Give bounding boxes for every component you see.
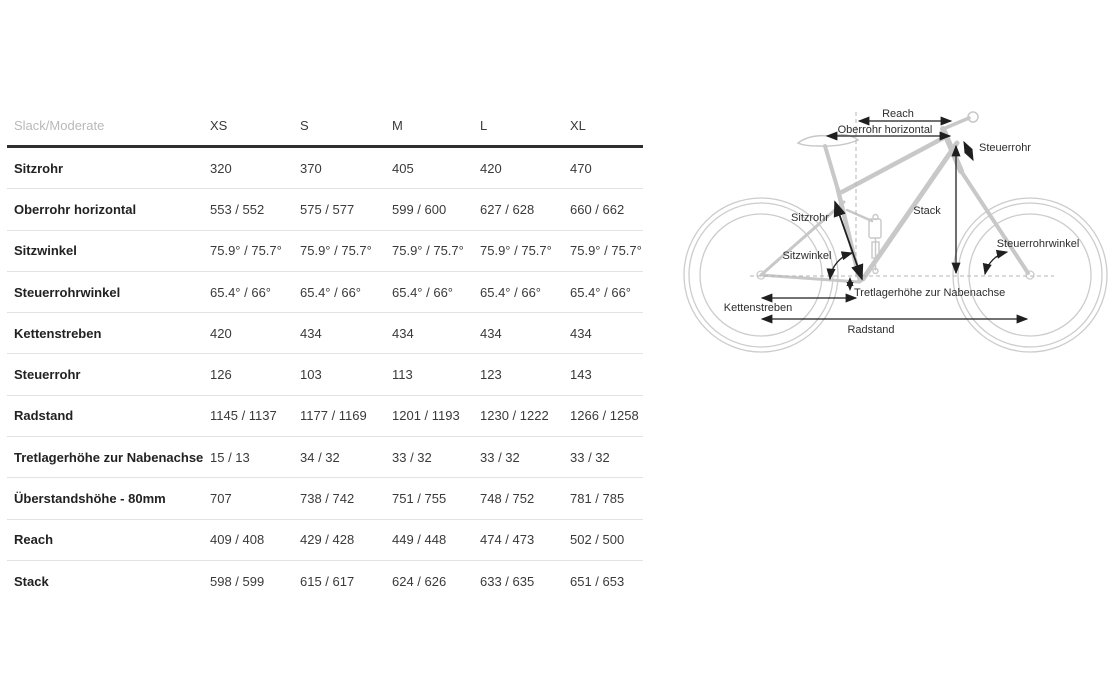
sitzrohr-label: Sitzrohr bbox=[791, 212, 829, 224]
front-wheel bbox=[953, 198, 1107, 352]
row-label: Steuerrohr bbox=[14, 367, 81, 383]
cell-value: 33 / 32 bbox=[570, 449, 610, 465]
cell-value: 1201 / 1193 bbox=[392, 408, 460, 424]
cell-value: 75.9° / 75.7° bbox=[210, 243, 282, 259]
cell-value: 370 bbox=[300, 160, 322, 176]
steuerrohr-arrow bbox=[964, 142, 973, 160]
cell-value: 65.4° / 66° bbox=[480, 284, 541, 300]
cell-value: 75.9° / 75.7° bbox=[570, 243, 642, 259]
tretlagerhoehe-label: Tretlagerhöhe zur Nabenachse bbox=[854, 287, 1006, 299]
cell-value: 502 / 500 bbox=[570, 532, 625, 548]
cell-value: 65.4° / 66° bbox=[210, 284, 271, 300]
table-row-kettenstreben bbox=[7, 313, 643, 354]
cell-value: 34 / 32 bbox=[300, 449, 340, 465]
cell-value: 320 bbox=[210, 160, 232, 176]
table-row-oberrohr-horizontal bbox=[7, 189, 643, 230]
rocker-link bbox=[847, 210, 872, 221]
table-row-sitzwinkel bbox=[7, 231, 643, 272]
cell-value: 409 / 408 bbox=[210, 532, 265, 548]
cell-value: 707 bbox=[210, 491, 232, 507]
row-label: Sitzwinkel bbox=[14, 243, 77, 259]
head-tube bbox=[943, 129, 961, 171]
cell-value: 738 / 742 bbox=[300, 491, 355, 507]
cell-value: 434 bbox=[480, 325, 502, 341]
cell-value: 1230 / 1222 bbox=[480, 408, 549, 424]
cell-value: 575 / 577 bbox=[300, 201, 355, 217]
cell-value: 660 / 662 bbox=[570, 201, 625, 217]
stem bbox=[943, 118, 969, 129]
reach-label: Reach bbox=[882, 108, 914, 120]
cell-value: 420 bbox=[210, 325, 232, 341]
cell-value: 553 / 552 bbox=[210, 201, 265, 217]
cell-value: 113 bbox=[392, 367, 413, 383]
column-header-xs: XS bbox=[210, 117, 228, 133]
table-row-tretlagerhoehe bbox=[7, 437, 643, 478]
cell-value: 599 / 600 bbox=[392, 201, 447, 217]
cell-value: 429 / 428 bbox=[300, 532, 355, 548]
cell-value: 624 / 626 bbox=[392, 573, 447, 589]
table-row-radstand bbox=[7, 396, 643, 437]
table-row-reach bbox=[7, 520, 643, 561]
steuerrohr-label: Steuerrohr bbox=[979, 142, 1031, 154]
cell-value: 1177 / 1169 bbox=[300, 408, 367, 424]
cell-value: 75.9° / 75.7° bbox=[300, 243, 372, 259]
cell-value: 1145 / 1137 bbox=[210, 408, 277, 424]
row-label: Steuerrohrwinkel bbox=[14, 284, 121, 300]
cell-value: 123 bbox=[480, 367, 502, 383]
table-variant-label: Slack/Moderate bbox=[14, 117, 105, 133]
cell-value: 33 / 32 bbox=[480, 449, 520, 465]
cell-value: 449 / 448 bbox=[392, 532, 447, 548]
table-row-steuerrohr bbox=[7, 354, 643, 395]
cell-value: 126 bbox=[210, 367, 232, 383]
cell-value: 633 / 635 bbox=[480, 573, 535, 589]
cell-value: 627 / 628 bbox=[480, 201, 535, 217]
steuerrohrwinkel-label: Steuerrohrwinkel bbox=[996, 238, 1080, 250]
radstand-label: Radstand bbox=[847, 324, 895, 336]
row-label: Reach bbox=[14, 532, 54, 548]
row-label: Tretlagerhöhe zur Nabenachse bbox=[14, 449, 204, 465]
table-row-stack bbox=[7, 561, 643, 601]
cell-value: 781 / 785 bbox=[570, 491, 625, 507]
stack-label: Stack bbox=[913, 205, 941, 217]
wheels bbox=[684, 198, 1107, 352]
cell-value: 474 / 473 bbox=[480, 532, 535, 548]
table-row-sitzrohr bbox=[7, 148, 643, 189]
steuerrohrwinkel-arc-arrow bbox=[985, 252, 1007, 274]
oberrohr-label: Oberrohr horizontal bbox=[837, 124, 933, 136]
cell-value: 1266 / 1258 bbox=[570, 408, 639, 424]
column-header-l: L bbox=[480, 117, 488, 133]
cell-value: 598 / 599 bbox=[210, 573, 265, 589]
cell-value: 65.4° / 66° bbox=[570, 284, 631, 300]
kettenstreben-label: Kettenstreben bbox=[723, 302, 793, 314]
cell-value: 405 bbox=[392, 160, 414, 176]
column-header-s: S bbox=[300, 117, 309, 133]
cell-value: 65.4° / 66° bbox=[300, 284, 361, 300]
cell-value: 434 bbox=[570, 325, 592, 341]
cell-value: 15 / 13 bbox=[210, 449, 250, 465]
cell-value: 434 bbox=[392, 325, 414, 341]
cell-value: 615 / 617 bbox=[300, 573, 355, 589]
row-label: Radstand bbox=[14, 408, 74, 424]
row-label: Kettenstreben bbox=[14, 325, 102, 341]
sitzwinkel-label: Sitzwinkel bbox=[782, 250, 832, 262]
cell-value: 33 / 32 bbox=[392, 449, 432, 465]
cell-value: 651 / 653 bbox=[570, 573, 625, 589]
cell-value: 75.9° / 75.7° bbox=[480, 243, 552, 259]
table-row-ueberstandshoehe bbox=[7, 478, 643, 519]
column-header-xl: XL bbox=[570, 117, 586, 133]
geometry-table bbox=[7, 105, 643, 601]
row-label: Oberrohr horizontal bbox=[14, 201, 137, 217]
row-label: Überstandshöhe - 80mm bbox=[14, 491, 166, 507]
seatpost bbox=[825, 146, 838, 190]
cell-value: 75.9° / 75.7° bbox=[392, 243, 464, 259]
column-header-m: M bbox=[392, 117, 403, 133]
row-label: Stack bbox=[14, 573, 49, 589]
bike-geometry-diagram bbox=[670, 90, 1119, 390]
cell-value: 420 bbox=[480, 160, 502, 176]
cell-value: 143 bbox=[570, 367, 592, 383]
cell-value: 103 bbox=[300, 367, 322, 383]
cell-value: 470 bbox=[570, 160, 592, 176]
table-header-row bbox=[7, 105, 643, 148]
cell-value: 748 / 752 bbox=[480, 491, 535, 507]
table-row-steuerrohrwinkel bbox=[7, 272, 643, 313]
row-label: Sitzrohr bbox=[14, 160, 64, 176]
cell-value: 751 / 755 bbox=[392, 491, 447, 507]
cell-value: 434 bbox=[300, 325, 322, 341]
cell-value: 65.4° / 66° bbox=[392, 284, 453, 300]
